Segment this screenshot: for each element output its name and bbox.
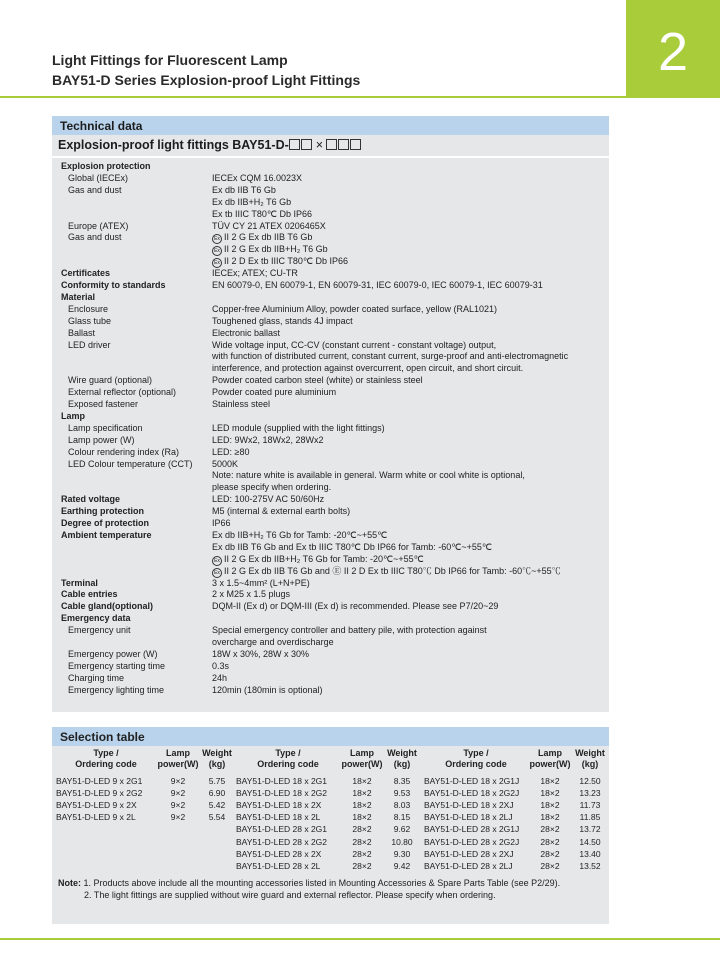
technical-row — [52, 327, 609, 339]
selection-cell: 9×2 — [170, 788, 186, 799]
header-line: (kg) — [393, 759, 411, 769]
selection-cell: BAY51-D-LED 18 x 2X — [236, 800, 322, 811]
technical-value — [212, 184, 276, 196]
selection-cell: 9×2 — [170, 776, 186, 786]
selection-cell: 28×2 — [352, 848, 372, 859]
technical-label: Lamp power (W) — [68, 434, 135, 445]
selection-cell: 18×2 — [540, 788, 560, 799]
selection-cell: 28×2 — [540, 860, 560, 871]
code-box-icon — [301, 139, 312, 150]
selection-cell: 9.62 — [393, 824, 411, 835]
technical-label: Exposed fastener — [68, 399, 139, 409]
technical-value — [212, 541, 492, 553]
technical-value — [212, 279, 543, 291]
selection-header — [340, 748, 384, 772]
technical-value-text: 18W x 30%, 28W x 30% — [212, 648, 310, 659]
technical-row — [52, 255, 609, 267]
technical-value — [212, 505, 350, 517]
technical-row — [52, 636, 609, 648]
header-line: Weight — [575, 748, 605, 758]
technical-row — [52, 612, 609, 624]
selection-cell: 18×2 — [352, 776, 372, 786]
note-line-2: 2. The light fittings are supplied without wire guard and external reflector. Please specify when ordering. — [84, 890, 496, 900]
technical-value-text: Ex db IIB+H₂ T6 Gb — [212, 196, 292, 207]
footer-divider — [0, 938, 720, 940]
technical-subtitle — [58, 138, 362, 152]
selection-header — [572, 748, 608, 772]
technical-label: Europe (ATEX) — [68, 220, 129, 231]
technical-row — [52, 577, 609, 589]
selection-cell: BAY51-D-LED 28 x 2G2 — [236, 836, 328, 847]
selection-cell: BAY51-D-LED 18 x 2G2 — [236, 788, 328, 799]
selection-cell: 18×2 — [540, 800, 560, 811]
selection-cell: 5.75 — [208, 776, 226, 786]
note-label: Note: — [58, 878, 81, 888]
technical-label: Material — [61, 291, 96, 302]
technical-value — [212, 577, 310, 589]
technical-value-text: LED: 9Wx2, 18Wx2, 28Wx2 — [212, 434, 324, 445]
technical-value-text: Ex tb IIIC T80℃ Db IP66 — [212, 208, 312, 219]
subtitle-multiply: × — [315, 138, 324, 152]
technical-value — [212, 458, 238, 470]
code-box-icon — [289, 139, 300, 150]
technical-value — [212, 315, 353, 327]
technical-value-text: DQM-II (Ex d) or DQM-III (Ex d) is recommended. Please see P7/20~29 — [212, 601, 499, 612]
selection-cell: 13.52 — [579, 860, 601, 871]
selection-cell: 28×2 — [540, 836, 560, 847]
technical-value-text: LED: ≥80 — [212, 446, 250, 457]
selection-table-bar — [52, 727, 609, 746]
technical-label: Degree of protection — [61, 518, 150, 528]
selection-cell: 8.15 — [393, 812, 411, 823]
selection-cell: 8.35 — [393, 776, 411, 786]
selection-cell: BAY51-D-LED 18 x 2LJ — [424, 812, 513, 823]
selection-cell: BAY51-D-LED 9 x 2X — [56, 800, 137, 811]
technical-value-text: Electronic ballast — [212, 327, 281, 338]
technical-row — [52, 184, 609, 196]
technical-value — [212, 422, 385, 434]
technical-label: Ballast — [68, 327, 96, 338]
selection-cell: 11.85 — [579, 812, 601, 823]
technical-value — [212, 172, 302, 184]
page-header-line2: BAY51-D Series Explosion-proof Light Fittings — [52, 72, 361, 88]
selection-cell: BAY51-D-LED 28 x 2LJ — [424, 860, 513, 871]
selection-cell: 28×2 — [352, 860, 372, 871]
selection-cell: BAY51-D-LED 28 x 2L — [236, 860, 321, 871]
selection-cell: BAY51-D-LED 9 x 2L — [56, 812, 136, 823]
technical-value — [212, 267, 298, 279]
selection-header — [56, 748, 156, 772]
header-line: Lamp — [537, 748, 562, 758]
technical-value — [212, 386, 336, 398]
header-line: Type / — [93, 748, 119, 758]
technical-value-text: 24h — [212, 672, 228, 683]
technical-value — [212, 303, 497, 315]
technical-data-title: Technical data — [60, 119, 143, 133]
selection-cell: 8.03 — [393, 800, 411, 811]
header-line: Ordering code — [257, 759, 319, 769]
technical-label: LED Colour temperature (CCT) — [68, 458, 193, 469]
technical-row — [52, 648, 609, 660]
technical-value — [212, 362, 523, 374]
technical-label: Ambient temperature — [61, 529, 152, 540]
selection-cell: 18×2 — [540, 776, 560, 786]
selection-cell: BAY51-D-LED 28 x 2G1 — [236, 824, 328, 835]
technical-value-text: Copper-free Aluminium Alloy, powder coated surface, yellow (RAL1021) — [212, 303, 497, 314]
technical-row — [52, 208, 609, 220]
technical-value-text: LED: 100-275V AC 50/60Hz — [212, 494, 325, 505]
technical-value — [212, 684, 323, 696]
technical-row — [52, 220, 609, 232]
selection-cell: 18×2 — [352, 800, 372, 811]
selection-cell: 13.72 — [579, 824, 601, 835]
technical-value — [212, 481, 331, 493]
technical-row — [52, 624, 609, 636]
technical-label: Emergency unit — [68, 625, 131, 636]
selection-cell: BAY51-D-LED 28 x 2G2J — [424, 836, 520, 847]
technical-label: Emergency data — [61, 613, 131, 624]
technical-label: Wire guard (optional) — [68, 375, 153, 386]
technical-value — [212, 624, 487, 636]
technical-value — [212, 600, 498, 612]
selection-cell: 5.54 — [208, 812, 226, 823]
selection-cell: BAY51-D-LED 18 x 2L — [236, 812, 321, 823]
technical-label: Lamp specification — [68, 422, 143, 433]
subtitle-divider — [52, 156, 609, 158]
technical-row — [52, 315, 609, 327]
selection-header — [200, 748, 234, 772]
technical-value-text: Ex db IIB+H₂ T6 Gb for Tamb: -20℃~+55℃ — [212, 529, 388, 540]
technical-value-text: IECEx CQM 16.0023X — [212, 172, 303, 183]
technical-value-text: Powder coated pure aluminium — [212, 387, 337, 398]
technical-value-text: overcharge and overdischarge — [212, 637, 334, 647]
selection-cell: BAY51-D-LED 28 x 2G1J — [424, 824, 520, 835]
technical-value — [212, 588, 290, 600]
technical-value — [212, 398, 270, 410]
technical-value — [212, 636, 334, 648]
technical-row — [52, 553, 609, 565]
selection-cell: 9×2 — [170, 800, 186, 811]
ex-mark-icon: Ex — [212, 556, 222, 566]
chapter-number: 2 — [657, 22, 689, 82]
selection-header — [528, 748, 572, 772]
technical-value-text: Ex db IIB T6 Gb and Ex tb IIIC T80℃ Db IP66 for Tamb: -60℃~+55℃ — [212, 541, 492, 552]
technical-row — [52, 458, 609, 470]
selection-cell: BAY51-D-LED 18 x 2G2J — [424, 788, 520, 799]
technical-value — [212, 208, 312, 220]
technical-row — [52, 493, 609, 505]
technical-row — [52, 398, 609, 410]
ex-mark-icon: Ex — [212, 258, 222, 268]
technical-value-text: II 2 G Ex db IIB T6 Gb and Ⓔ II 2 D Ex tb IIIC T80℃ Db IP66 for Tamb: -60℃~+55℃ — [224, 565, 561, 576]
note-text: 1. Products above include all the mounting accessories listed in Mounting Accessories & Spare Parts Table (see P2/29). — [81, 878, 561, 888]
header-line: Lamp — [349, 748, 374, 758]
selection-cell: 12.50 — [579, 776, 601, 786]
ex-mark-icon: Ex — [212, 568, 222, 578]
technical-row — [52, 422, 609, 434]
selection-cell: BAY51-D-LED 18 x 2XJ — [424, 800, 514, 811]
technical-value-text: M5 (internal & external earth bolts) — [212, 506, 351, 517]
selection-cell: 14.50 — [579, 836, 601, 847]
technical-value-text: II 2 D Ex tb IIIC T80℃ Db IP66 — [224, 256, 348, 267]
technical-row — [52, 303, 609, 315]
technical-row — [52, 446, 609, 458]
technical-row — [52, 279, 609, 291]
technical-row — [52, 172, 609, 184]
technical-row — [52, 517, 609, 529]
technical-value-text: Powder coated carbon steel (white) or stainless steel — [212, 375, 423, 386]
selection-header — [156, 748, 200, 772]
technical-label: LED driver — [68, 339, 111, 350]
technical-label: Lamp — [61, 410, 86, 421]
selection-cell: 28×2 — [352, 824, 372, 835]
code-box-icon — [338, 139, 349, 150]
technical-value-text: Note: nature white is available in general. Warm white or cool white is optional, — [212, 470, 525, 481]
selection-cell: 28×2 — [540, 848, 560, 859]
header-line: Ordering code — [75, 759, 137, 769]
technical-label: Earthing protection — [61, 506, 144, 517]
technical-label: Emergency lighting time — [68, 684, 165, 695]
selection-cell: 18×2 — [352, 812, 372, 823]
technical-value-text: 120min (180min is optional) — [212, 684, 323, 695]
code-box-icon — [326, 139, 337, 150]
selection-table-title: Selection table — [60, 730, 145, 744]
technical-row — [52, 588, 609, 600]
selection-cell: 9.42 — [393, 860, 411, 871]
selection-cell: BAY51-D-LED 18 x 2G1J — [424, 776, 520, 786]
technical-row — [52, 469, 609, 481]
header-line: power(W) — [157, 759, 199, 769]
technical-label: Cable gland(optional) — [61, 601, 153, 612]
technical-value-text: Special emergency controller and battery pile, with protection against — [212, 625, 487, 636]
technical-label: Certificates — [61, 268, 111, 279]
selection-cell: 5.42 — [208, 800, 226, 811]
technical-row — [52, 374, 609, 386]
technical-row — [52, 565, 609, 577]
technical-label: Explosion protection — [61, 161, 151, 171]
selection-cell: 11.73 — [579, 800, 601, 811]
code-box-icon — [350, 139, 361, 150]
technical-value-text: Wide voltage input, CC-CV (constant current - constant voltage) output, — [212, 339, 497, 350]
selection-cell: BAY51-D-LED 18 x 2G1 — [236, 776, 328, 786]
technical-value — [212, 374, 423, 386]
technical-value — [212, 529, 387, 541]
selection-cell: 9.30 — [393, 848, 411, 859]
selection-header — [384, 748, 420, 772]
technical-value-text: 3 x 1.5~4mm² (L+N+PE) — [212, 577, 310, 588]
technical-row — [52, 243, 609, 255]
header-line: (kg) — [208, 759, 226, 769]
technical-row — [52, 541, 609, 553]
technical-row — [52, 350, 609, 362]
selection-cell: BAY51-D-LED 9 x 2G2 — [56, 788, 143, 799]
selection-cell: 18×2 — [540, 812, 560, 823]
selection-cell: BAY51-D-LED 9 x 2G1 — [56, 776, 143, 786]
technical-data-panel — [52, 116, 609, 712]
technical-value — [212, 660, 229, 672]
header-line: power(W) — [341, 759, 383, 769]
technical-row — [52, 386, 609, 398]
technical-label: Charging time — [68, 672, 125, 683]
technical-value-text: Stainless steel — [212, 399, 271, 409]
technical-row — [52, 481, 609, 493]
technical-value — [212, 446, 249, 458]
header-line: Ordering code — [445, 759, 507, 769]
technical-value — [212, 434, 324, 446]
header-line: Lamp — [165, 748, 190, 758]
technical-label: Colour rendering index (Ra) — [68, 446, 180, 457]
selection-header — [236, 748, 340, 772]
technical-row — [52, 505, 609, 517]
technical-label: Cable entries — [61, 589, 118, 600]
selection-cell: 10.80 — [391, 836, 413, 847]
technical-value-text: EN 60079-0, EN 60079-1, EN 60079-31, IEC 60079-0, IEC 60079-1, IEC 60079-31 — [212, 280, 543, 290]
technical-value-text: IECEx; ATEX; CU-TR — [212, 268, 298, 279]
technical-data-bar — [52, 116, 609, 135]
selection-table-panel — [52, 727, 609, 924]
selection-header — [424, 748, 528, 772]
technical-label: Glass tube — [68, 315, 112, 326]
technical-value-text: interference, and protection against overcurrent, open circuit, and short circuit. — [212, 363, 524, 374]
technical-value — [212, 648, 309, 660]
technical-label: Gas and dust — [68, 232, 122, 243]
technical-row — [52, 684, 609, 696]
technical-row — [52, 291, 609, 303]
technical-value — [212, 196, 291, 208]
selection-cell: 28×2 — [352, 836, 372, 847]
technical-label: Gas and dust — [68, 184, 122, 195]
technical-label: Global (IECEx) — [68, 172, 129, 183]
technical-row — [52, 362, 609, 374]
technical-value-text: TÜV CY 21 ATEX 0206465X — [212, 220, 326, 231]
technical-value-text: 2 x M25 x 1.5 plugs — [212, 589, 291, 600]
chapter-tab — [626, 0, 720, 97]
header-line: Type / — [463, 748, 489, 758]
technical-row — [52, 434, 609, 446]
subtitle-text: Explosion-proof light fittings BAY51-D- — [58, 138, 289, 152]
technical-row — [52, 600, 609, 612]
technical-value — [212, 327, 280, 339]
technical-value-text: please specify when ordering. — [212, 482, 332, 493]
technical-row — [52, 160, 609, 172]
technical-value — [212, 672, 227, 684]
technical-value-text: II 2 G Ex db IIB+H₂ T6 Gb for Tamb: -20℃~+55℃ — [224, 553, 424, 564]
ex-mark-icon: Ex — [212, 234, 222, 244]
technical-row — [52, 339, 609, 351]
technical-label: Conformity to standards — [61, 280, 166, 290]
header-line: (kg) — [581, 759, 599, 769]
header-line: power(W) — [529, 759, 571, 769]
technical-value-text: II 2 G Ex db IIB+H₂ T6 Gb — [224, 244, 328, 255]
technical-value-text: Toughened glass, stands 4J impact — [212, 315, 353, 326]
technical-value — [212, 339, 496, 351]
technical-value-text: LED module (supplied with the light fittings) — [212, 422, 385, 433]
selection-cell: 9×2 — [170, 812, 186, 823]
technical-row — [52, 410, 609, 422]
technical-value-text: IP66 — [212, 518, 231, 528]
note-line-1 — [58, 877, 560, 889]
selection-cell: BAY51-D-LED 28 x 2X — [236, 848, 322, 859]
selection-cell: 6.90 — [208, 788, 226, 799]
selection-cell: 9.53 — [393, 788, 411, 799]
technical-row — [52, 660, 609, 672]
technical-value-text: 5000K — [212, 458, 239, 469]
technical-value — [212, 493, 324, 505]
technical-label: Emergency starting time — [68, 660, 166, 671]
header-line: Weight — [387, 748, 417, 758]
technical-label: Terminal — [61, 577, 98, 588]
technical-label: Rated voltage — [61, 494, 121, 505]
technical-label: Emergency power (W) — [68, 648, 158, 659]
technical-value — [212, 350, 568, 362]
technical-label: External reflector (optional) — [68, 387, 177, 398]
selection-cell: 13.23 — [579, 788, 601, 799]
ex-mark-icon: Ex — [212, 246, 222, 256]
technical-row — [52, 196, 609, 208]
selection-cell: 28×2 — [540, 824, 560, 835]
technical-value-text: Ex db IIB T6 Gb — [212, 184, 276, 195]
technical-value — [212, 517, 231, 529]
technical-row — [52, 672, 609, 684]
technical-label: Enclosure — [68, 303, 109, 314]
page-header-line1: Light Fittings for Fluorescent Lamp — [52, 52, 288, 68]
technical-value-text: with function of distributed current, constant current, surge-proof and anti-electromagnetic — [212, 351, 569, 362]
technical-value-text: 0.3s — [212, 660, 230, 671]
header-line: Type / — [275, 748, 301, 758]
header-line: Weight — [202, 748, 232, 758]
selection-cell: 13.40 — [579, 848, 601, 859]
technical-value-text: II 2 G Ex db IIB T6 Gb — [224, 232, 313, 243]
technical-row — [52, 267, 609, 279]
technical-value — [212, 469, 525, 481]
technical-row — [52, 231, 609, 243]
selection-cell: BAY51-D-LED 28 x 2XJ — [424, 848, 514, 859]
technical-row — [52, 529, 609, 541]
header-divider — [0, 96, 720, 98]
technical-value — [212, 220, 326, 232]
selection-cell: 18×2 — [352, 788, 372, 799]
